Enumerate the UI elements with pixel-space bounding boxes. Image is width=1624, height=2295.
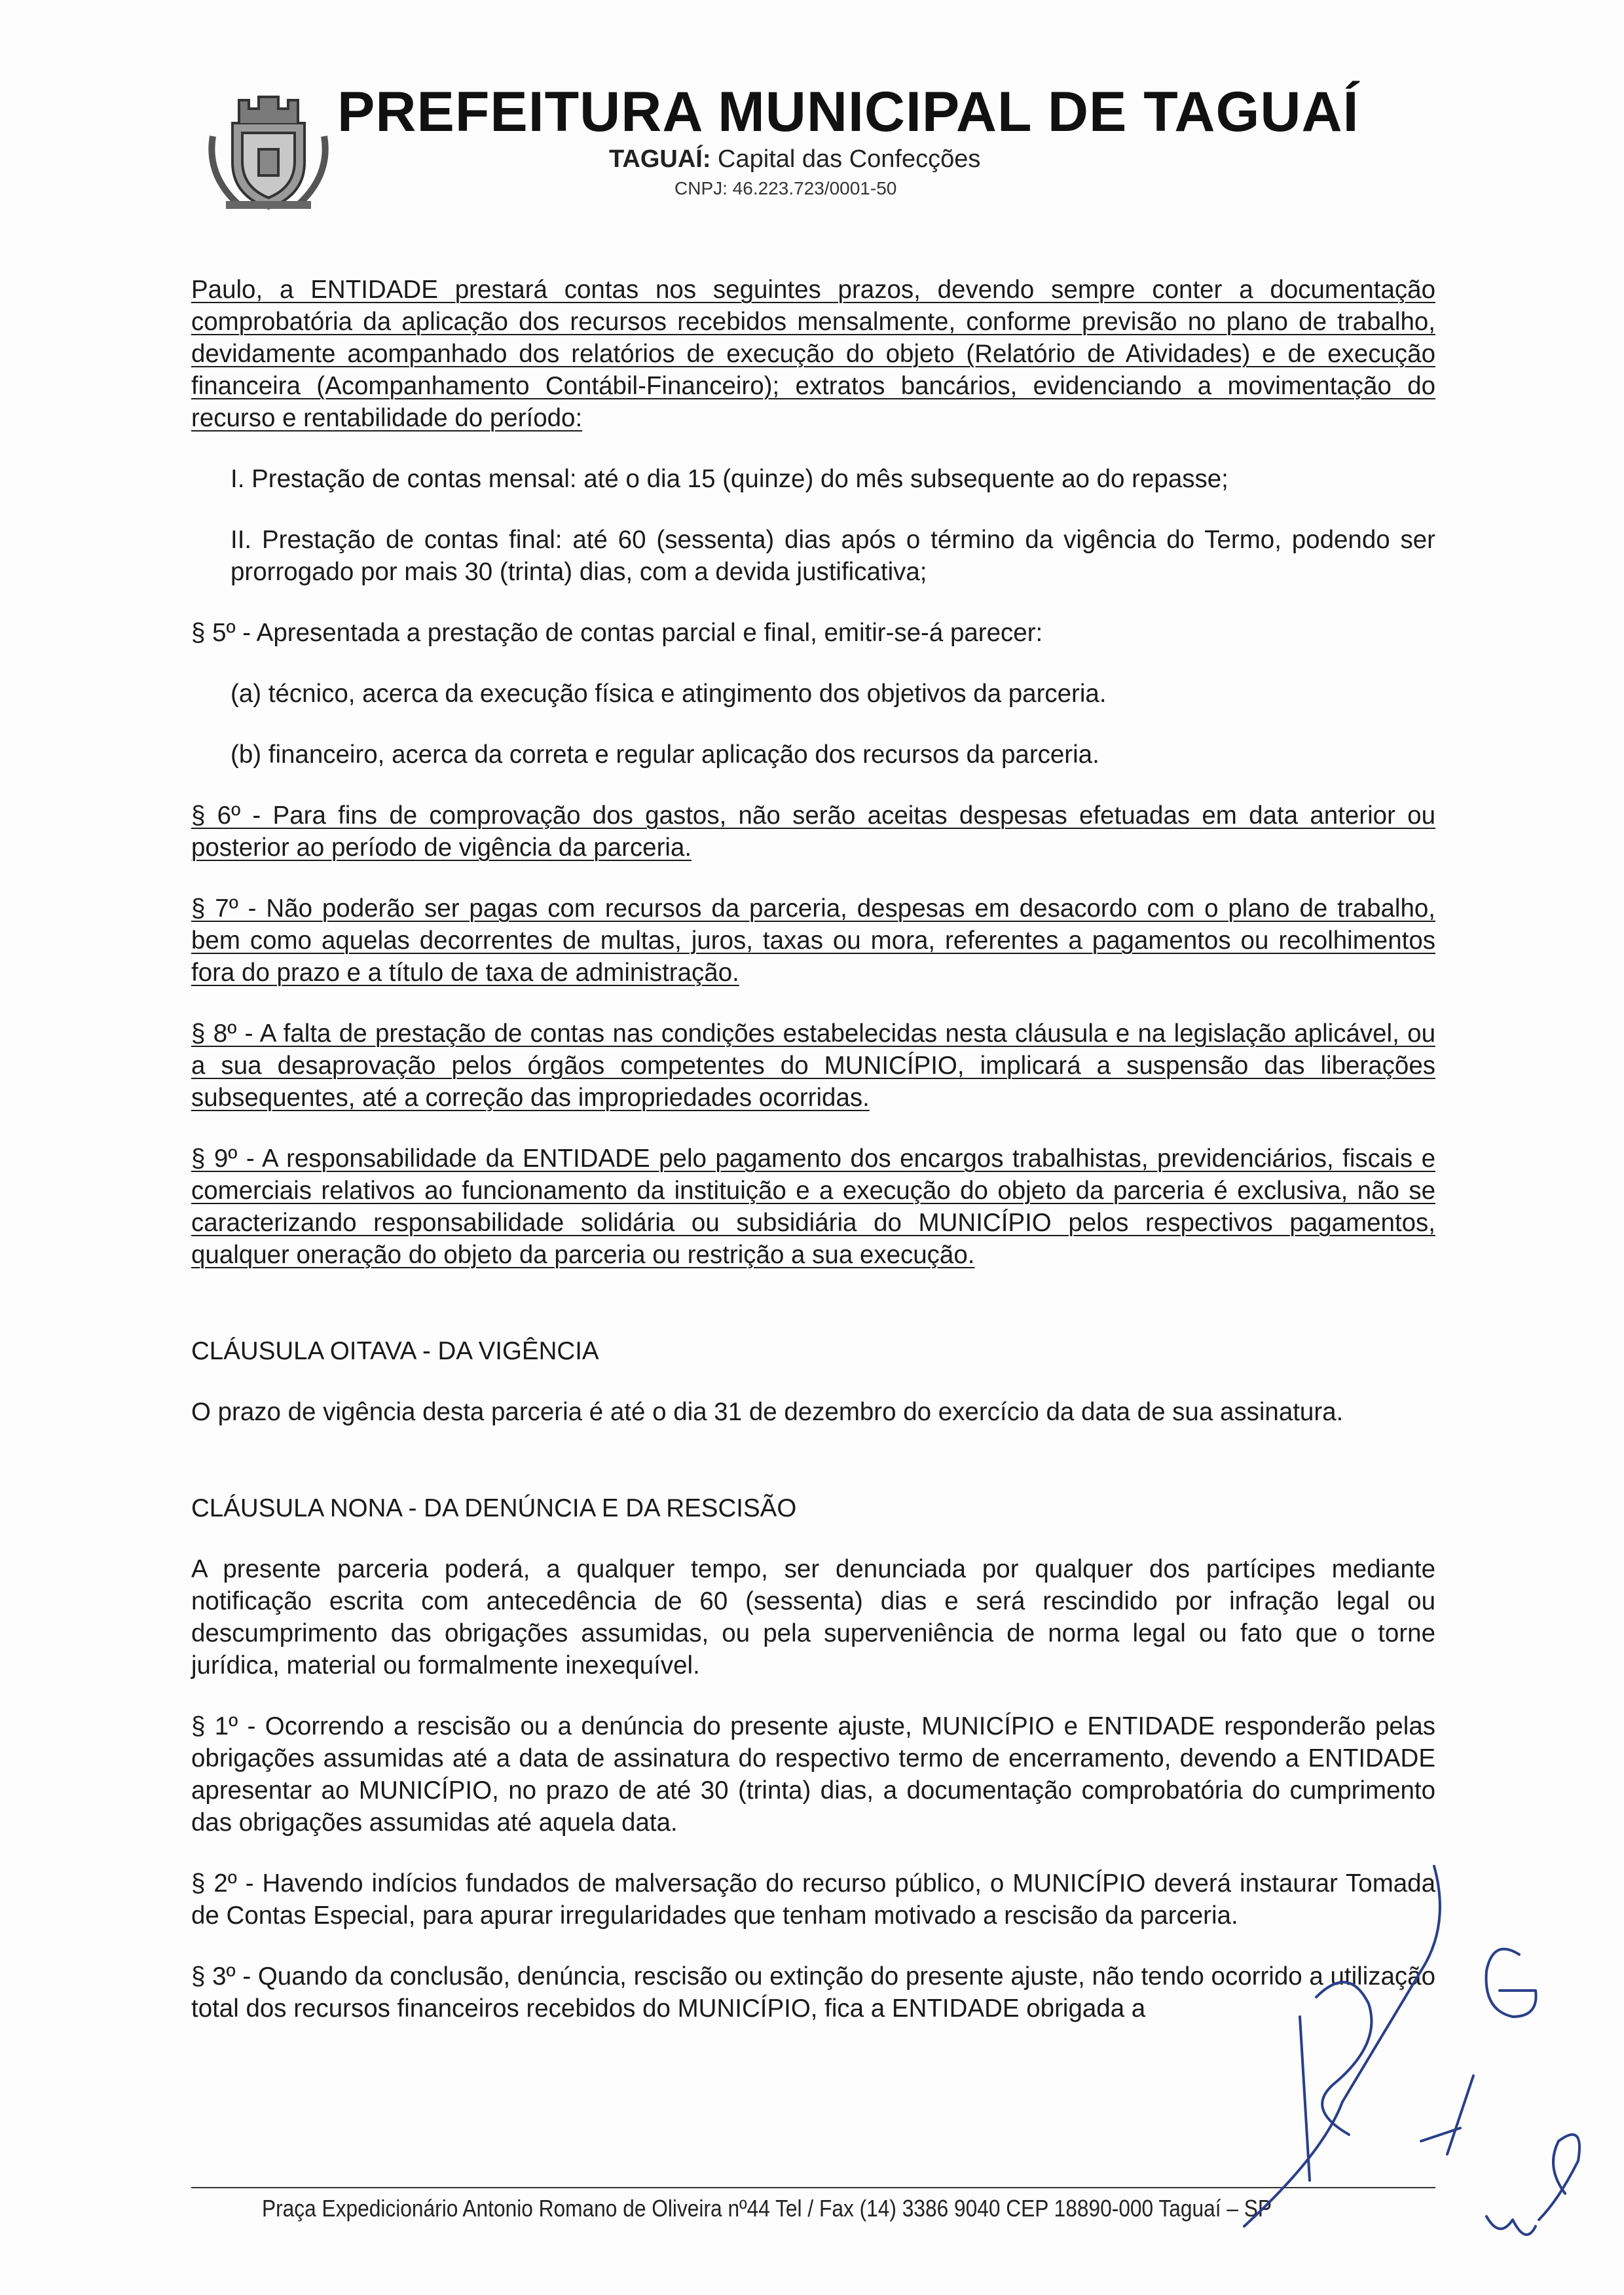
footer-divider: [191, 2187, 1435, 2188]
paragraph-section-9: § 9º - A responsabilidade da ENTIDADE pelo pagamento dos encargos trabalhistas, previdenciários, fiscais e comerciais relativos ao funcionamento da instituição e a execução do objeto da parceria é exclusiva, não se caracterizando responsabilidade solidária ou subsidiária do MUNICÍPIO pelos respectivos pagamentos, qualquer oneração do objeto da parceria ou restrição a sua execução.: [191, 1145, 1435, 1269]
initial-mark: [1421, 2076, 1473, 2154]
clause-nine-section-2: § 2º - Havendo indícios fundados de malversação do recurso público, o MUNICÍPIO deverá instaurar Tomada de Contas Especial, para apurar irregularidades que tenham motivado a rescisão da parceria.: [191, 1869, 1435, 1930]
header-cnpj: CNPJ: 46.223.723/0001-50: [674, 178, 897, 198]
paragraph-section-5: § 5º - Apresentada a prestação de contas parcial e final, emitir-se-á parecer:: [191, 619, 1043, 647]
header-subtitle-city: TAGUAÍ:: [609, 145, 711, 173]
list-item-final-accountability: II. Prestação de contas final: até 60 (sessenta) dias após o término da vigência do Termo, podendo ser prorrogado por mais 30 (trinta) dias, com a devida justificativa;: [231, 526, 1435, 586]
initial-mark: [1486, 2216, 1536, 2235]
footer-address: Praça Expedicionário Antonio Romano de Oliveira nº44 Tel / Fax (14) 3386 9040 CEP 18890-000 Taguaí – SP: [262, 2195, 1272, 2222]
header-title: PREFEITURA MUNICIPAL DE TAGUAÍ: [337, 81, 1359, 143]
paragraph-section-6: § 6º - Para fins de comprovação dos gastos, não serão aceitas despesas efetuadas em data anterior ou posterior ao período de vigência da parceria.: [191, 801, 1435, 862]
clause-nine-heading: CLÁUSULA NONA - DA DENÚNCIA E DA RESCISÃO: [191, 1494, 797, 1522]
list-item-monthly-accountability: I. Prestação de contas mensal: até o dia 15 (quinze) do mês subsequente ao do repasse;: [231, 465, 1228, 493]
clause-eight-text: O prazo de vigência desta parceria é até o dia 31 de dezembro do exercício da data de sua assinatura.: [191, 1398, 1344, 1426]
list-item-financial: (b) financeiro, acerca da correta e regular aplicação dos recursos da parceria.: [231, 741, 1099, 769]
clause-eight-heading: CLÁUSULA OITAVA - DA VIGÊNCIA: [191, 1337, 599, 1365]
initial-mark: [1539, 2135, 1579, 2220]
initial-g-mark: [1486, 1949, 1536, 2017]
paragraph-section-7: § 7º - Não poderão ser pagas com recursos da parceria, despesas em desacordo com o plano de trabalho, bem como aquelas decorrentes de multas, juros, taxas ou mora, referentes a pagamentos ou recolhimentos fora do prazo e a título de taxa de administração.: [191, 894, 1435, 987]
clause-nine-text: A presente parceria poderá, a qualquer tempo, ser denunciada por qualquer dos partícipes mediante notificação escrita com antecedência de 60 (sessenta) dias e será rescindido por infração legal ou descumprimento das obrigações assumidas, ou pela superveniência de norma legal ou fato que o torne jurídica, material ou formalmente inexequível.: [191, 1555, 1435, 1680]
paragraph-accountability-intro: Paulo, a ENTIDADE prestará contas nos seguintes prazos, devendo sempre conter a documentação comprobatória da aplicação dos recursos recebidos mensalmente, conforme previsão no plano de trabalho, devidamente acompanhado dos relatórios de execução do objeto (Relatório de Atividades) e de execução financeira (Acompanhamento Contábil-Financeiro); extratos bancários, evidenciando a movimentação do recurso e rentabilidade do período:: [191, 276, 1435, 432]
header-subtitle-slogan: Capital das Confecções: [710, 145, 981, 173]
header-subtitle: [609, 145, 980, 174]
list-item-technical: (a) técnico, acerca da execução física e atingimento dos objetivos da parceria.: [231, 680, 1107, 708]
document-body: [191, 274, 1435, 2025]
municipal-crest-icon: [206, 77, 331, 215]
signature-stroke: [1300, 2017, 1310, 2180]
clause-nine-section-1: § 1º - Ocorrendo a rescisão ou a denúncia do presente ajuste, MUNICÍPIO e ENTIDADE responderão pelas obrigações assumidas até a data de assinatura do respectivo termo de encerramento, devendo a ENTIDADE apresentar ao MUNICÍPIO, no prazo de até 30 (trinta) dias, a documentação comprobatória do cumprimento das obrigações assumidas até aquela data.: [191, 1712, 1435, 1837]
paragraph-section-8: § 8º - A falta de prestação de contas nas condições estabelecidas nesta cláusula e na legislação aplicável, ou a sua desaprovação pelos órgãos competentes do MUNICÍPIO, implicará a suspensão das liberações subsequentes, até a correção das impropriedades ocorridas.: [191, 1019, 1435, 1112]
clause-nine-section-3: § 3º - Quando da conclusão, denúncia, rescisão ou extinção do presente ajuste, não tendo ocorrido a utilização total dos recursos financeiros recebidos do MUNICÍPIO, fica a ENTIDADE obrigada a: [191, 1962, 1435, 2023]
